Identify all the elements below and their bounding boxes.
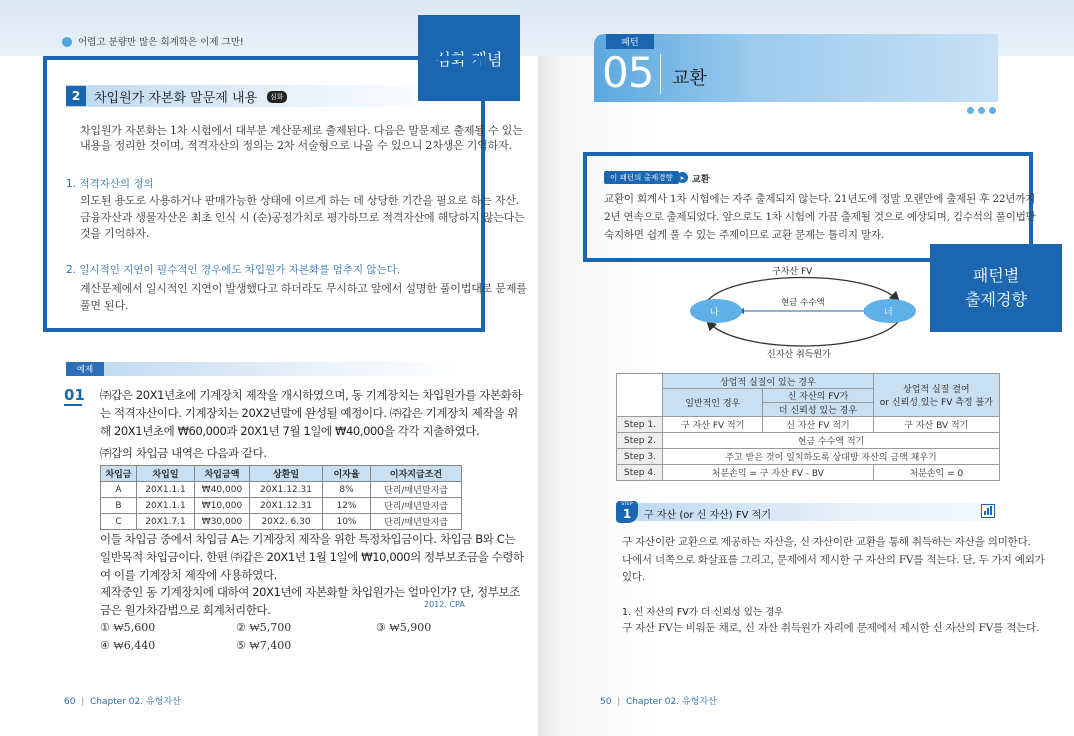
example-number-underline (64, 404, 82, 406)
item1-line-2: 금융자산과 생물자산은 최초 인식 시 (순)공정가치로 평가하므로 적격자산에 해당하지 않는다는 (80, 211, 525, 224)
table-row (617, 433, 1000, 449)
cell: 8% (323, 482, 371, 498)
section-number: 2 (71, 89, 81, 103)
cell: 20X1.1.1 (137, 498, 195, 514)
after-line-1: 이들 차입금 중에서 차입금 A는 기계장치 제작을 위한 특정차입금이다. 차입금 B와 C는 (100, 532, 516, 546)
option-5: ⑤ ₩7,400 (236, 639, 292, 652)
diagram-left-node-label: 나 (710, 308, 719, 318)
example-label-text: 예제 (76, 365, 94, 375)
chart-icon (981, 504, 995, 518)
step-cell: Step 2. (617, 433, 663, 449)
table-row (617, 465, 1000, 481)
pattern-label (606, 34, 654, 49)
th-commercial-substance: 상업적 실질이 있는 경우 (663, 374, 874, 389)
right-footer (600, 694, 717, 707)
cell: C (101, 514, 137, 530)
cell: 구 자산 FV 적기 (663, 417, 763, 433)
after-line-2: 일반목적 차입금이다. 한편 ㈜갑은 20X1년 1월 1일에 ₩10,000의 정부보조금을 수령하 (100, 550, 524, 564)
left-footer (64, 694, 181, 707)
th-c-line-1: 상업적 실질 결여 (903, 385, 970, 395)
left-footer-chapter: Chapter 02. 유형자산 (89, 697, 181, 707)
th-no-substance (873, 374, 999, 417)
cell: 구 자산 BV 적기 (873, 417, 999, 433)
step1-line-3: 있다. (622, 571, 646, 583)
table-header-row (617, 374, 1000, 389)
diagram-top-label: 구자산 FV (772, 267, 813, 277)
after-line-4: 제작중인 동 기계장치에 대하여 20X1년에 자본화할 차입원가는 얼마인가? 단, 정부보조 (100, 585, 520, 599)
dot-icon (977, 106, 986, 115)
th-terms: 이자지급조건 (371, 466, 462, 482)
th-repay-date: 상환일 (250, 466, 323, 482)
th-new-asset-line-1: 신 자산의 FV가 (763, 389, 873, 403)
pattern-banner (594, 34, 998, 102)
cell: 단리/매년말지급 (371, 482, 462, 498)
cell: 단리/매년말지급 (371, 514, 462, 530)
cell: 20X1.12.31 (250, 498, 323, 514)
callout-label-trend (930, 244, 1062, 332)
pattern-label-text: 패턴 (621, 38, 639, 48)
bottom-arc-arrow (708, 322, 898, 346)
table-intro: ㈜갑의 차입금 내역은 다음과 같다. (100, 446, 267, 460)
callout-trend-line-1: 패턴별 (972, 266, 1020, 285)
diagram-bottom-label: 신자산 취득원가 (767, 350, 831, 360)
item1-line-3: 것을 기억하자. (80, 227, 150, 240)
step1-sub-title: 1. 신 자산의 FV가 더 신뢰성 있는 경우 (622, 607, 784, 618)
banner-dot-icons (966, 106, 997, 115)
diagram-right-node-label: 너 (884, 308, 893, 318)
cell: A (101, 482, 137, 498)
th-date: 차입일 (137, 466, 195, 482)
trend-arrow-icon: ▸ (677, 172, 688, 183)
item1-title: 1. 적격자산의 정의 (66, 178, 154, 190)
table-row (101, 498, 462, 514)
th-rate: 이자율 (323, 466, 371, 482)
th-empty (617, 374, 663, 417)
cell: ₩10,000 (195, 498, 250, 514)
step-badge (616, 501, 638, 523)
option-3: ③ ₩5,900 (376, 621, 432, 634)
advanced-badge: 심화 (267, 91, 287, 103)
step1-line-1: 구 자산이란 교환으로 제공하는 자산을, 신 자산이란 교환을 통해 취득하는 자산을 의미한다. (622, 536, 1031, 548)
step1-line-2: 나에서 너쪽으로 화살표를 그리고, 문제에서 제시한 구 자산의 FV를 적는다. 단, 두 가지 예외가 (622, 554, 1045, 566)
step-cell: Step 1. (617, 417, 663, 433)
trend-tag (604, 171, 679, 184)
example-label (66, 362, 104, 376)
option-2: ② ₩5,700 (236, 621, 292, 634)
question-line-2: 는 적격자산이다. 기계장치는 20X2년말에 완성될 예정이다. ㈜갑은 기계장치 제작을 위 (100, 406, 518, 420)
header-tagline: 어렵고 분량만 많은 회계학은 이제 그만! (78, 37, 244, 48)
cell: ₩30,000 (195, 514, 250, 530)
th-general: 일반적인 경우 (663, 389, 763, 417)
cell: 12% (323, 498, 371, 514)
borrowing-table (100, 465, 462, 530)
pattern-number: 05 (602, 48, 654, 97)
exchange-step-table (616, 373, 1000, 481)
cell: 20X1.7.1 (137, 514, 195, 530)
after-line-5: 금은 원가차감법으로 회계처리한다. (100, 603, 271, 617)
question-line-3: 해 20X1년초에 ₩60,000과 20X1년 7월 1일에 ₩40,000을 각각 지출하였다. (100, 424, 480, 438)
right-footer-chapter: Chapter 02. 유형자산 (625, 697, 717, 707)
callout-trend-line-2: 출제경향 (965, 290, 1027, 309)
cell: 10% (323, 514, 371, 530)
example-number: 01 (64, 386, 85, 404)
right-page (538, 0, 1074, 736)
cell: 신 자산 FV 적기 (763, 417, 873, 433)
after-line-3: 여 이를 기계장치 제작에 사용하였다. (100, 568, 277, 582)
right-page-number: 50 (600, 697, 612, 707)
th-c-line-2: or 신뢰성 있는 FV 측정 불가 (879, 398, 993, 408)
callout-label-text: 심화 개념 (435, 49, 503, 69)
item2-title: 2. 일시적인 지연이 필수적인 경우에도 차입원가 자본화를 멈추지 않는다. (66, 264, 401, 276)
question-line-1: ㈜갑은 20X1년초에 기계장치 제작을 개시하였으며, 동 기계장치는 차입원가를 자본화하 (100, 388, 523, 402)
left-page-number: 60 (64, 697, 76, 707)
cell: ₩40,000 (195, 482, 250, 498)
dot-icon (966, 106, 975, 115)
cell: B (101, 498, 137, 514)
cell: 20X2. 6.30 (250, 514, 323, 530)
th-borrowing: 차입금 (101, 466, 137, 482)
option-4: ④ ₩6,440 (100, 639, 156, 652)
example-bar (66, 362, 460, 376)
pattern-number-divider (660, 54, 661, 94)
item2-line-2: 풀면 된다. (80, 299, 129, 312)
footer-divider: | (614, 697, 624, 707)
pattern-title: 교환 (672, 68, 707, 89)
dot-icon (988, 106, 997, 115)
th-new-asset-line-2: 더 신뢰성 있는 경우 (763, 403, 873, 417)
step1-sub-line: 구 자산 FV는 비워둔 채로, 신 자산 취득원가 자리에 문제에서 제시한 신 자산의 FV를 적는다. (622, 622, 1040, 634)
cell: 처분손익 = 구 자산 FV - BV (663, 465, 874, 481)
intro-line-1: 차입원가 자본화는 1차 시험에서 대부분 계산문제로 출제된다. 다음은 말문제로 출제될 수 있는 (80, 124, 523, 137)
th-amount: 차입금액 (195, 466, 250, 482)
trend-tag-suffix: 교환 (692, 175, 710, 185)
item1-line-1: 의도된 용도로 사용하거나 판매가능한 상태에 이르게 하는 데 상당한 기간을 필요로 하는 자산. (80, 194, 520, 207)
step-title: 구 자산 (or 신 자산) FV 적기 (644, 510, 771, 521)
step-badge-number: 1 (622, 507, 632, 521)
header-bullet-icon (62, 37, 72, 47)
cell: 단리/매년말지급 (371, 498, 462, 514)
option-1: ① ₩5,600 (100, 621, 156, 634)
table-row (101, 482, 462, 498)
cell: 처분손익 = 0 (873, 465, 999, 481)
footer-divider: | (78, 697, 88, 707)
cell: 현금 수수액 적기 (663, 433, 1000, 449)
step-cell: Step 3. (617, 449, 663, 465)
section-title: 차입원가 자본화 말문제 내용 (94, 91, 258, 106)
table-row (617, 449, 1000, 465)
question-source: 2012. CPA (424, 600, 465, 609)
cell: 20X1.12.31 (250, 482, 323, 498)
step-cell: Step 4. (617, 465, 663, 481)
section-number-box (66, 86, 86, 106)
table-header-row (101, 466, 462, 482)
step-badge-tag: STEP (621, 502, 633, 507)
diagram-middle-label: 현금 수수액 (778, 296, 828, 308)
trend-line-2: 2년 연속으로 출제되었다. 앞으로도 1차 시험에 가끔 출제될 것으로 예상되며, 김수석의 풀이법만 (604, 211, 1036, 223)
trend-tag-text: 이 패턴의 출제경향 (610, 173, 673, 182)
item2-line-1: 계산문제에서 일시적인 지연이 발생했다고 하더라도 무시하고 앞에서 설명한 풀이법대로 문제를 (80, 282, 527, 295)
cell: 주고 받은 것이 일치하도록 상대방 자산의 금액 채우기 (663, 449, 1000, 465)
trend-line-1: 교환이 회계사 1차 시험에는 자주 출제되지 않는다. 21년도에 정말 오랜만에 출제된 후 22년까지 (604, 193, 1036, 205)
table-row (617, 417, 1000, 433)
intro-line-2: 내용을 정리한 것이며, 적격자산의 정의는 2차 서술형으로 나올 수 있으니 2차생은 기억하자. (80, 139, 512, 152)
trend-line-3: 숙지하면 쉽게 풀 수 있는 주제이므로 교환 문제는 틀리지 말자. (604, 229, 884, 241)
cell: 20X1.1.1 (137, 482, 195, 498)
